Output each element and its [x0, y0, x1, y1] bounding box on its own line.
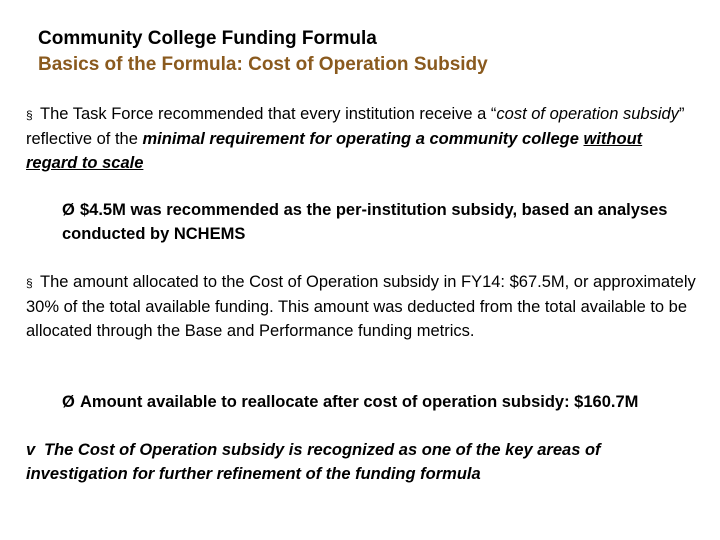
p1-text-b: cost of operation subsidy — [496, 105, 679, 123]
p5-text: The Cost of Operation subsidy is recognized as one of the key areas of investigation for further refinement of the funding formula — [26, 441, 601, 483]
p1-text-a: The Task Force recommended that every institution receive a “ — [40, 105, 497, 123]
sub-bullet-reallocate-amount — [62, 390, 702, 414]
p1-text-c: ” reflective of the — [26, 105, 685, 148]
arrow-bullet-icon: Ø — [62, 201, 75, 219]
arrow-bullet-icon: Ø — [62, 393, 75, 411]
p1-text-e: without regard to scale — [26, 130, 643, 172]
bullet-paragraph-allocation — [26, 270, 696, 343]
square-bullet-icon: § — [26, 276, 33, 290]
bullet-paragraph-task-force — [26, 102, 696, 175]
page-subtitle: Basics of the Formula: Cost of Operation Subsidy — [38, 54, 488, 75]
page-title: Community College Funding Formula — [38, 28, 377, 49]
p2-text: $4.5M was recommended as the per-institution subsidy, based an analyses conducted by NCHEMS — [62, 201, 668, 243]
title-block — [38, 26, 488, 78]
diamond-bullet-icon: v — [26, 441, 36, 459]
p3-text: The amount allocated to the Cost of Operation subsidy in FY14: $67.5M, or approximately 30% of the total available funding. This amount was deducted from the total available to be allocated through the Base and Performance funding metrics. — [26, 273, 696, 340]
p1-text-d: minimal requirement for operating a community college — [142, 130, 584, 148]
sub-bullet-subsidy-amount — [62, 198, 692, 246]
p4-text: Amount available to reallocate after cost of operation subsidy: $160.7M — [80, 393, 639, 411]
square-bullet-icon: § — [26, 108, 33, 122]
bullet-paragraph-key-areas — [26, 438, 696, 486]
